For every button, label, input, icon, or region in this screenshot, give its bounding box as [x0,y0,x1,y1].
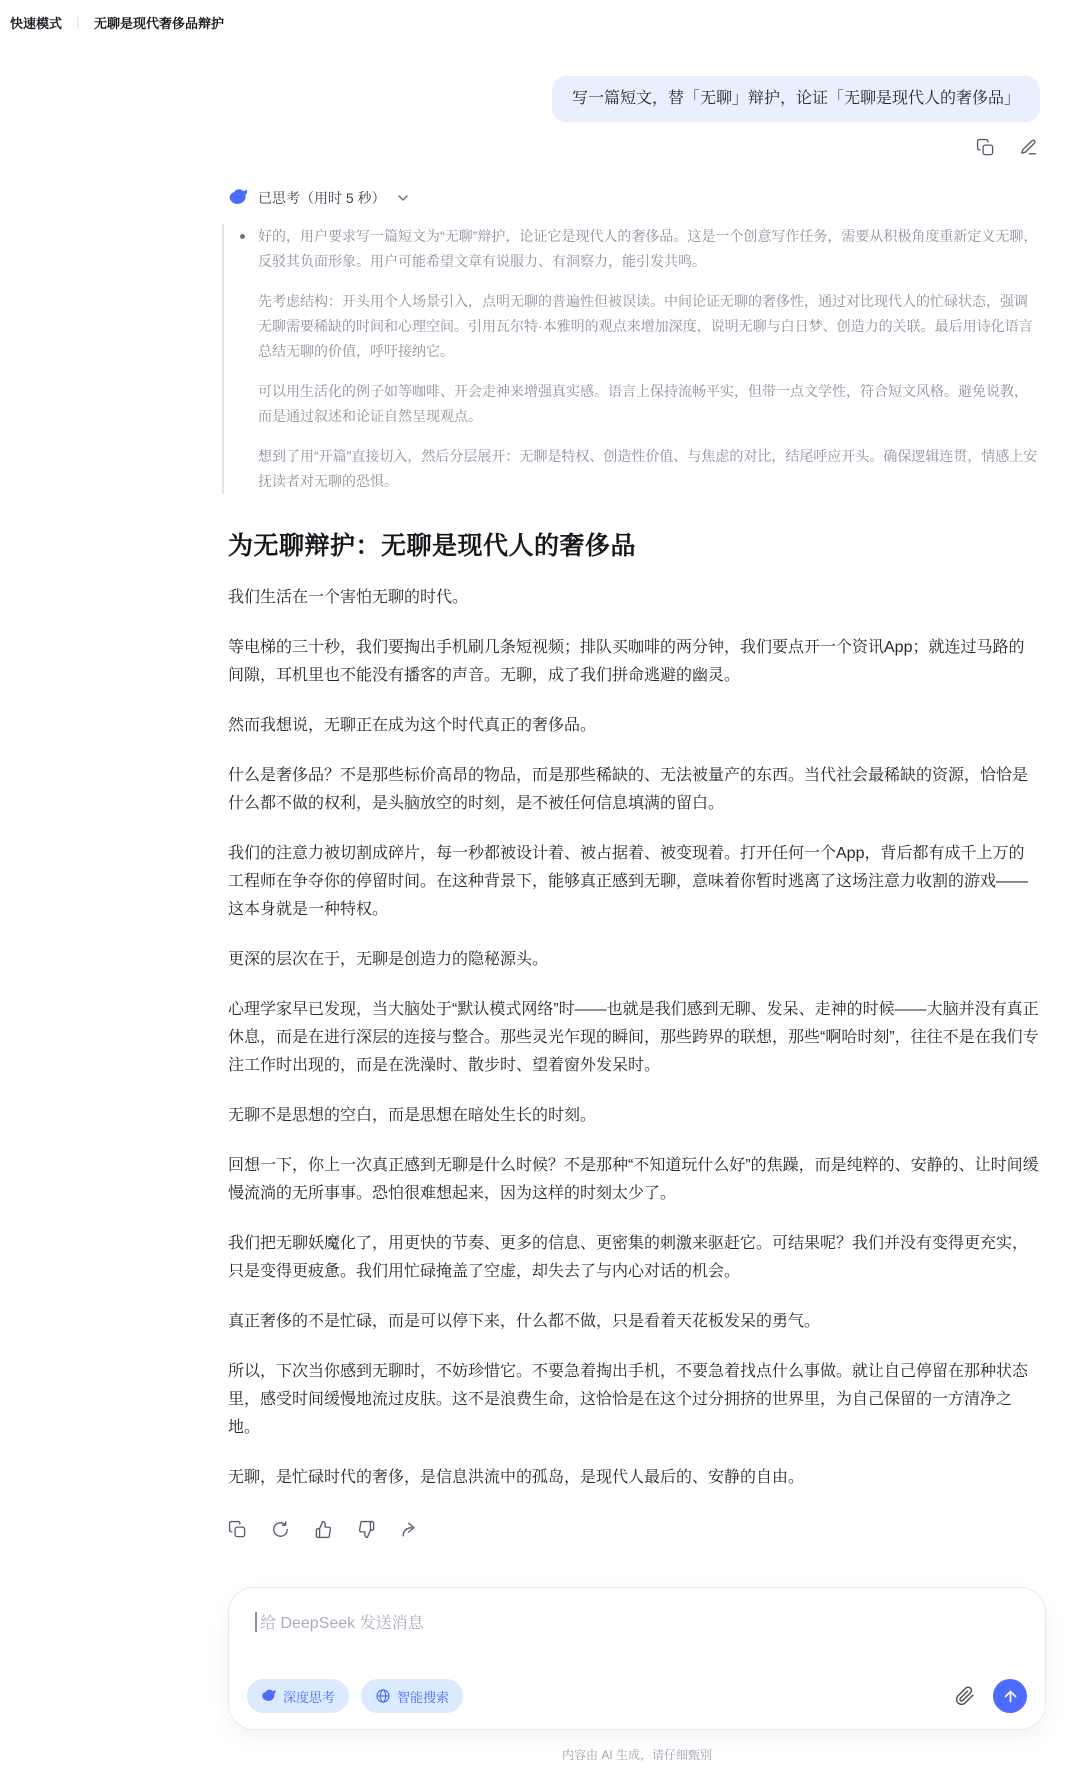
ai-disclaimer: 内容由 AI 生成，请仔细甄别 [561,1748,712,1762]
composer-toolbar [247,1679,1027,1713]
composer-right-actions [955,1679,1027,1713]
topbar-divider: ｜ [72,16,85,30]
thumbs-up-button[interactable] [314,1520,333,1539]
copy-response-button[interactable] [228,1520,247,1539]
response-paragraph: 心理学家早已发现，当大脑处于“默认模式网络”时——也就是我们感到无聊、发呆、走神的时候——大脑并没有真正休息，而是在进行深层的连接与整合。那些灵光乍现的瞬间，那些跨界的联想，那些“啊哈时刻”，往往不是在我们专注工作时出现的，而是在洗澡时、散步时、望着窗外发呆时。 [228,1001,1039,1074]
response-paragraph: 等电梯的三十秒，我们要掏出手机刷几条短视频；排队买咖啡的两分钟，我们要点开一个资讯App；就连过马路的间隙，耳机里也不能没有播客的声音。无聊，成了我们拼命逃避的幽灵。 [228,639,1025,684]
smart-search-toggle[interactable] [361,1679,463,1713]
response-paragraph: 所以，下次当你感到无聊时，不妨珍惜它。不要急着掏出手机，不要急着找点什么事做。就让自己停留在那种状态里，感受时间缓慢地流过皮肤。这不是浪费生命，这恰恰是在这个过分拥挤的世界里，为自己保留的一方清净之地。 [228,1363,1029,1436]
edit-pencil-icon [1019,138,1038,157]
input-placeholder: 给 DeepSeek 发送消息 [260,1615,424,1632]
response-paragraph: 回想一下，你上一次真正感到无聊是什么时候？不是那种“不知道玩什么好”的焦躁，而是纯粹的、安静的、让时间缓慢流淌的无所事事。恐怕很难想起来，因为这样的时刻太少了。 [228,1157,1039,1202]
regenerate-button[interactable] [271,1520,290,1539]
thinking-toggle[interactable] [228,187,411,208]
deepseek-logo-icon [261,1688,277,1704]
smart-search-label: 智能搜索 [397,1689,450,1705]
thinking-paragraph: 先考虑结构：开头用个人场景引入，点明无聊的普遍性但被误读。中间论证无聊的奢侈性，通过对比现代人的忙碌状态，强调无聊需要稀缺的时间和心理空间。引用瓦尔特·本雅明的观点来增加深度，说明无聊与白日梦、创造力的关联。最后用诗化语言总结无聊的价值，呼吁接纳它。 [258,293,1033,359]
send-up-arrow-icon [1002,1688,1019,1705]
response-actions [228,1520,1040,1539]
user-message-actions [228,138,1040,157]
assistant-response [228,526,1040,1492]
thumbs-up-icon [314,1520,333,1539]
thinking-paragraph: 可以用生活化的例子如等咖啡、开会走神来增强真实感。语言上保持流畅平实，但带一点文学性，符合短文风格。避免说教，而是通过叙述和论证自然呈现观点。 [258,383,1028,424]
composer-area [228,1587,1046,1777]
response-paragraph: 我们把无聊妖魔化了，用更快的节奏、更多的信息、更密集的刺激来驱赶它。可结果呢？我们并没有变得更充实，只是变得更疲惫。我们用忙碌掩盖了空虚，却失去了与内心对话的机会。 [228,1235,1029,1280]
deep-think-label: 深度思考 [283,1689,336,1705]
edit-user-message-button[interactable] [1019,138,1038,157]
response-paragraph: 然而我想说，无聊正在成为这个时代真正的奢侈品。 [228,717,597,734]
attach-file-button[interactable] [955,1686,975,1706]
thinking-content [222,224,1040,494]
response-paragraph: 更深的层次在于，无聊是创造力的隐秘源头。 [228,951,549,968]
composer-box [228,1587,1046,1730]
share-icon [400,1520,419,1539]
regenerate-icon [271,1520,290,1539]
message-input[interactable] [247,1608,1027,1635]
user-message-bubble: 写一篇短文，替「无聊」辩护，论证「无聊是现代人的奢侈品」 [552,76,1040,122]
mode-label: 快速模式 [10,16,63,31]
thumbs-down-button[interactable] [357,1520,376,1539]
send-button[interactable] [993,1679,1027,1713]
thumbs-down-icon [357,1520,376,1539]
response-paragraph: 什么是奢侈品？不是那些标价高昂的物品，而是那些稀缺的、无法被量产的东西。当代社会最稀缺的资源，恰恰是什么都不做的权利，是头脑放空的时刻，是不被任何信息填满的留白。 [228,767,1029,812]
conversation-title: 无聊是现代奢侈品辩护 [94,16,225,31]
copy-user-message-button[interactable] [976,138,995,157]
response-paragraph: 我们的注意力被切割成碎片，每一秒都被设计着、被占据着、被变现着。打开任何一个App，背后都有成千上万的工程师在争夺你的停留时间。在这种背景下，能够真正感到无聊，意味着你暂时逃离了这场注意力收割的游戏——这本身就是一种特权。 [228,845,1029,918]
deepseek-logo-icon [228,187,249,208]
mode-pills [247,1679,463,1713]
response-title: 为无聊辩护：无聊是现代人的奢侈品 [228,532,637,560]
response-paragraph: 真正奢侈的不是忙碌，而是可以停下来，什么都不做，只是看着天花板发呆的勇气。 [228,1313,821,1330]
paperclip-icon [955,1686,975,1706]
chevron-down-icon [395,190,411,206]
topbar [0,0,1080,42]
response-paragraph: 我们生活在一个害怕无聊的时代。 [228,589,469,606]
thinking-paragraph: 好的，用户要求写一篇短文为“无聊”辩护，论证它是现代人的奢侈品。这是一个创意写作任务，需要从积极角度重新定义无聊，反驳其负面形象。用户可能希望文章有说服力、有洞察力，能引发共鸣。 [258,224,1040,274]
response-paragraph: 无聊，是忙碌时代的奢侈，是信息洪流中的孤岛，是现代人最后的、安静的自由。 [228,1469,805,1486]
thinking-paragraph: 想到了用“开篇”直接切入，然后分层展开：无聊是特权、创造性价值、与焦虑的对比，结尾呼应开头。确保逻辑连贯，情感上安抚读者对无聊的恐惧。 [258,448,1038,489]
share-button[interactable] [400,1520,419,1539]
copy-icon [228,1520,247,1539]
copy-icon [976,138,995,157]
response-paragraph: 无聊不是思想的空白，而是思想在暗处生长的时刻。 [228,1107,597,1124]
user-message-row [228,76,1040,122]
thinking-header-label: 已思考（用时 5 秒） [258,189,386,206]
deep-think-toggle[interactable] [247,1679,349,1713]
chat-column [228,76,1040,1539]
text-caret [255,1612,257,1632]
globe-icon [375,1688,391,1704]
